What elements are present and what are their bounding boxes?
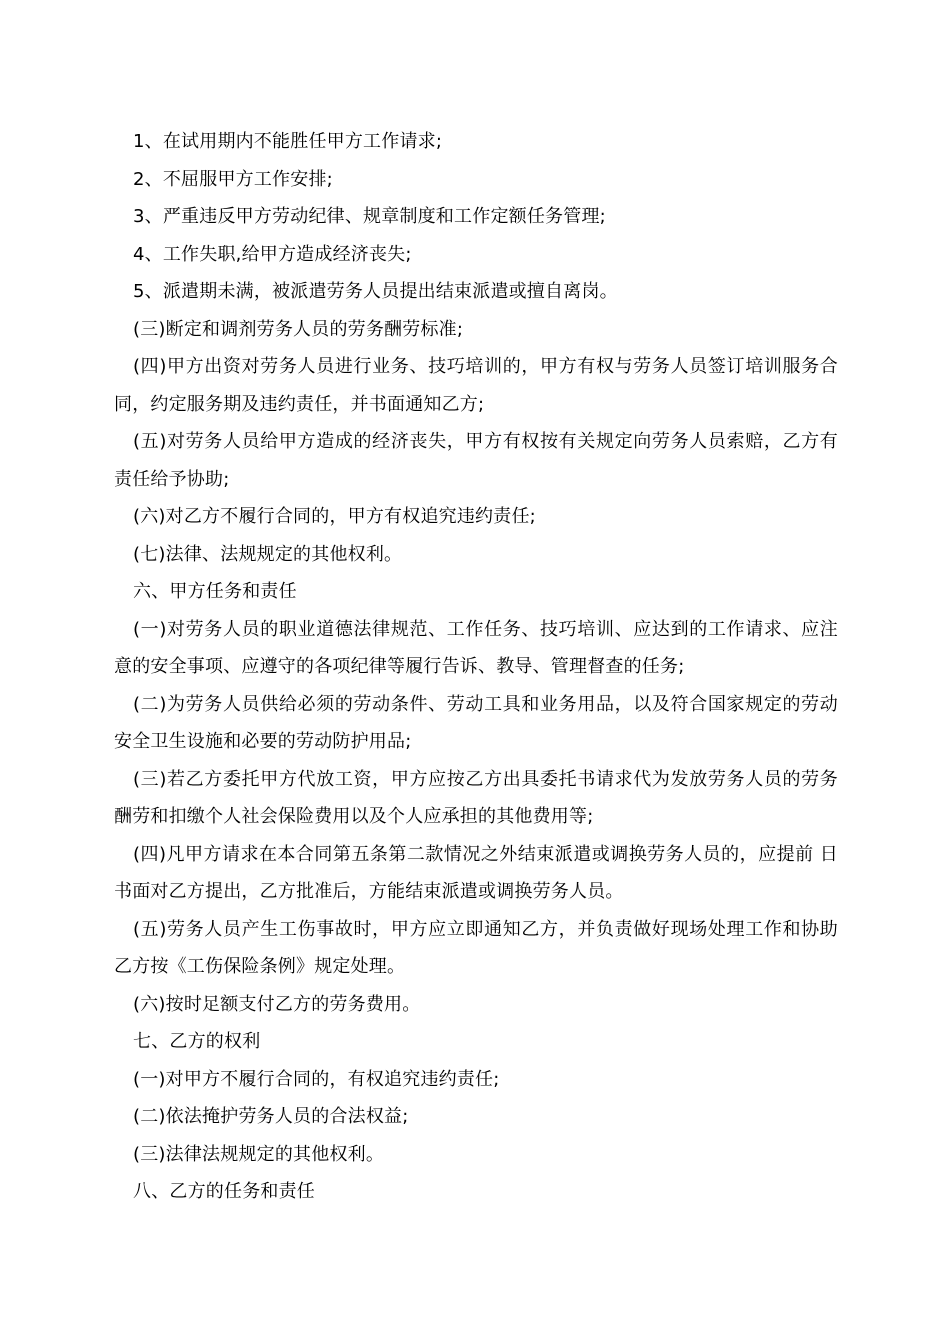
paragraph-2: 2、不屈服甲方工作安排; bbox=[133, 168, 333, 190]
paragraph-3: 3、严重违反甲方劳动纪律、规章制度和工作定额任务管理; bbox=[133, 206, 606, 227]
paragraph-1: 1、在试用期内不能胜任甲方工作请求; bbox=[133, 131, 443, 152]
paragraph-8: (五)对劳务人员给甲方造成的经济丧失，甲方有权按有关规定向劳务人员索赔，乙方有责任给予协助; bbox=[114, 431, 838, 490]
paragraph-10: (七)法律、法规规定的其他权利。 bbox=[133, 543, 403, 565]
paragraph-14: (三)若乙方委托甲方代放工资，甲方应按乙方出具委托书请求代为发放劳务人员的劳务酬劳和扣缴个人社会保险费用以及个人应承担的其他费用等; bbox=[114, 768, 838, 827]
paragraph-5: 5、派遣期未满，被派遣劳务人员提出结束派遣或擅自离岗。 bbox=[133, 281, 618, 302]
section-heading-7: 七、乙方的权利 bbox=[133, 1031, 261, 1052]
paragraph-13: (二)为劳务人员供给必须的劳动条件、劳动工具和业务用品，以及符合国家规定的劳动安全卫生设施和必要的劳动防护用品; bbox=[114, 693, 838, 752]
paragraph-4: 4、工作失职,给甲方造成经济丧失; bbox=[133, 243, 412, 265]
section-heading-8: 八、乙方的任务和责任 bbox=[133, 1181, 315, 1202]
paragraph-7: (四)甲方出资对劳务人员进行业务、技巧培训的，甲方有权与劳务人员签订培训服务合同，约定服务期及违约责任，并书面通知乙方; bbox=[114, 356, 838, 415]
paragraph-12: (一)对劳务人员的职业道德法律规范、工作任务、技巧培训、应达到的工作请求、应注意的安全事项、应遵守的各项纪律等履行告诉、教导、管理督查的任务; bbox=[114, 618, 838, 677]
paragraph-20: (二)依法掩护劳务人员的合法权益; bbox=[133, 1106, 409, 1127]
paragraph-19: (一)对甲方不履行合同的，有权追究违约责任; bbox=[133, 1068, 500, 1090]
paragraph-9: (六)对乙方不履行合同的，甲方有权追究违约责任; bbox=[133, 506, 536, 527]
paragraph-16: (五)劳务人员产生工伤事故时，甲方应立即通知乙方，并负责做好现场处理工作和协助乙方按《工伤保险条例》规定处理。 bbox=[114, 918, 838, 977]
paragraph-21: (三)法律法规规定的其他权利。 bbox=[133, 1143, 385, 1165]
paragraph-6: (三)断定和调剂劳务人员的劳务酬劳标准; bbox=[133, 318, 464, 340]
paragraph-15: (四)凡甲方请求在本合同第五条第二款情况之外结束派遣或调换劳务人员的，应提前 日书面对乙方提出，乙方批准后，方能结束派遣或调换劳务人员。 bbox=[114, 843, 838, 902]
paragraph-17: (六)按时足额支付乙方的劳务费用。 bbox=[133, 993, 421, 1015]
document-body bbox=[114, 123, 838, 1211]
section-heading-6: 六、甲方任务和责任 bbox=[133, 581, 297, 602]
